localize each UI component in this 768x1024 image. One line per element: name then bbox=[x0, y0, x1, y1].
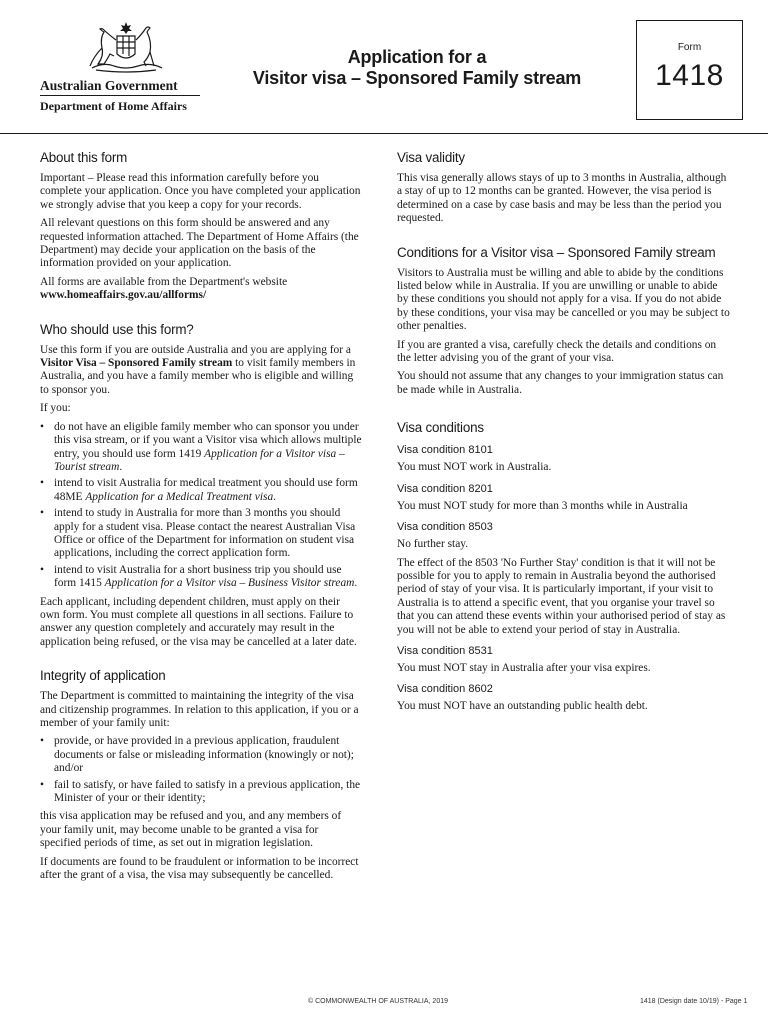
condition-8503-text-1: No further stay. bbox=[397, 538, 469, 551]
integrity-paragraph-3: If documents are found to be fraudulent or information to be incorrect after the grant of a visa, the visa may subsequently be cancelled. bbox=[40, 855, 359, 882]
condition-8531-text: You must NOT stay in Australia after your visa expires. bbox=[397, 661, 651, 674]
bullet-icon: • bbox=[40, 778, 44, 791]
who-paragraph-1 bbox=[40, 344, 362, 398]
government-divider bbox=[40, 95, 200, 96]
condition-8602-heading: Visa condition 8602 bbox=[397, 683, 493, 696]
government-name: Australian Government bbox=[40, 78, 178, 93]
validity-section bbox=[397, 150, 730, 226]
condition-8503-heading: Visa condition 8503 bbox=[397, 521, 493, 534]
conditions-heading: Conditions for a Visitor visa – Sponsored Family stream bbox=[397, 244, 716, 260]
bullet-text: intend to visit Australia for a short business trip you should use form 1415 bbox=[54, 563, 342, 590]
list-item bbox=[40, 477, 362, 504]
conditions-paragraph-3: You should not assume that any changes to your immigration status can be made while in Australia. bbox=[397, 370, 724, 396]
bullet-form-name: Application for a Visitor visa – Tourist stream bbox=[54, 447, 345, 473]
form-number: 1418 bbox=[655, 59, 724, 92]
conditions-paragraph-1: Visitors to Australia must be willing and able to abide by the conditions listed below while in Australia. If you are unwilling or unable to abide by these conditions you should not apply for a visa. If you do not abide by these conditions, your visa may be cancelled or you may be subject to other penalties. bbox=[397, 266, 730, 333]
condition-8503-text-2: The effect of the 8503 'No Further Stay' condition is that it will not be possible for you to apply to remain in Australia beyond the authorised period of stay of your visa. It is particularly important, if your visit to Australia is to attend a specific event, that you organise your travel so that you can attend these events within your authorised period of stay as you will not be able to extend your period of stay in Australia. bbox=[397, 556, 726, 636]
condition-8101-heading: Visa condition 8101 bbox=[397, 444, 493, 457]
integrity-section bbox=[40, 668, 362, 882]
bullet-icon: • bbox=[40, 420, 44, 433]
coat-of-arms-logo bbox=[84, 20, 168, 74]
left-column bbox=[40, 146, 362, 887]
list-item bbox=[40, 507, 362, 561]
who-p1-text-c: to visit family members in Australia, and you have a family member who is eligible and willing to sponsor you. bbox=[40, 357, 356, 396]
integrity-paragraph-2: this visa application may be refused and you, and any members of your family unit, may become unable to be granted a visa for specified periods of time, as set out in migration legislation. bbox=[40, 810, 342, 850]
about-paragraph-1: Important – Please read this information carefully before you complete your application. Once you have completed your application we strongly advise that you keep a copy for your records. bbox=[40, 172, 361, 211]
bullet-text: do not have an eligible family member who can sponsor you under this visa stream, or if you want a Visitor visa which allows multiple entry, you should use form 1419 bbox=[54, 420, 362, 460]
bullet-end: . bbox=[273, 490, 277, 503]
who-bullet-list bbox=[40, 421, 362, 591]
about-paragraph-2: All relevant questions on this form should be answered and any requested information attached. The Department of Home Affairs (the Department) may decide your application on the basis of the information provided on your application. bbox=[40, 217, 359, 270]
integrity-paragraph-1: The Department is committed to maintaining the integrity of the visa and citizenship programmes. In relation to this application, if you or a member of your family unit: bbox=[40, 690, 359, 729]
who-section bbox=[40, 322, 362, 650]
integrity-bullet-list bbox=[40, 735, 362, 805]
bullet-text: intend to visit Australia for medical treatment you should use form 48ME bbox=[54, 477, 358, 503]
condition-8101-text: You must NOT work in Australia. bbox=[397, 461, 552, 474]
list-item bbox=[40, 564, 362, 591]
bullet-icon: • bbox=[40, 735, 44, 748]
bullet-form-name: Application for a Visitor visa – Business Visitor stream bbox=[104, 577, 355, 590]
list-item bbox=[40, 421, 362, 475]
visa-conditions-heading: Visa conditions bbox=[397, 420, 484, 436]
bullet-form-name: Application for a Medical Treatment visa bbox=[85, 490, 274, 503]
bullet-icon: • bbox=[40, 477, 44, 490]
who-p1-text-a: Use this form if you are outside Australia and you are applying for a bbox=[40, 343, 351, 356]
bullet-end: . bbox=[354, 577, 358, 590]
list-item bbox=[40, 735, 362, 775]
condition-8201-text: You must NOT study for more than 3 months while in Australia bbox=[397, 499, 688, 512]
about-section bbox=[40, 150, 362, 303]
validity-heading: Visa validity bbox=[397, 150, 465, 165]
bullet-icon: • bbox=[40, 563, 44, 576]
if-you-label: If you: bbox=[40, 402, 71, 415]
about-heading: About this form bbox=[40, 150, 128, 165]
bullet-icon: • bbox=[40, 507, 44, 520]
conditions-paragraph-2: If you are granted a visa, carefully check the details and conditions on the letter advising you of the grant of your visa. bbox=[397, 338, 717, 365]
condition-8602-text: You must NOT have an outstanding public health debt. bbox=[397, 700, 648, 713]
allforms-link[interactable]: www.homeaffairs.gov.au/allforms/ bbox=[40, 289, 207, 302]
condition-8201-heading: Visa condition 8201 bbox=[397, 482, 493, 495]
condition-8531-heading: Visa condition 8531 bbox=[397, 644, 493, 657]
who-paragraph-end: Each applicant, including dependent children, must apply on their own form. You must complete all questions in all sections. Failure to answer any question completely and accurately may result in the application being refused, or the visa may be cancelled at a later date. bbox=[40, 595, 357, 648]
right-column bbox=[397, 146, 730, 719]
bullet-text: provide, or have provided in a previous application, fraudulent documents or false or misleading information (knowingly or not); and/or bbox=[54, 735, 354, 775]
who-p1-stream-name: Visitor Visa – Sponsored Family stream bbox=[40, 357, 233, 370]
visa-conditions-section bbox=[397, 420, 730, 713]
about-website-text: All forms are available from the Department's website bbox=[40, 275, 288, 288]
footer-page-info: 1418 (Design date 10/19) - Page 1 bbox=[640, 998, 748, 1005]
department-name: Department of Home Affairs bbox=[40, 99, 187, 113]
form-number-box bbox=[636, 20, 743, 120]
form-title-line-1: Application for a bbox=[347, 47, 487, 67]
who-heading: Who should use this form? bbox=[40, 321, 194, 337]
list-item bbox=[40, 779, 362, 806]
form-title-line-2: Visitor visa – Sponsored Family stream bbox=[252, 68, 582, 88]
bullet-text: intend to study in Australia for more than 3 months you should apply for a student visa. Please contact the nearest Australian Visa Office or office of the Department for information on student visa applications, including the correct application form. bbox=[54, 507, 356, 560]
form-label: Form bbox=[677, 42, 702, 53]
bullet-end: . bbox=[119, 460, 123, 473]
conditions-section bbox=[397, 245, 730, 398]
bullet-text: fail to satisfy, or have failed to satisfy in a previous application, the Minister of your or their identity; bbox=[54, 778, 361, 805]
footer-copyright: © COMMONWEALTH OF AUSTRALIA, 2019 bbox=[308, 998, 448, 1005]
header-divider bbox=[0, 133, 768, 134]
form-title bbox=[244, 47, 590, 89]
about-paragraph-3 bbox=[40, 276, 362, 303]
integrity-heading: Integrity of application bbox=[40, 668, 166, 684]
validity-paragraph: This visa generally allows stays of up to 3 months in Australia, although a stay of up to 12 months can be granted. However, the visa period is determined on a case by case basis and may be less than the period you requested. bbox=[397, 172, 727, 225]
